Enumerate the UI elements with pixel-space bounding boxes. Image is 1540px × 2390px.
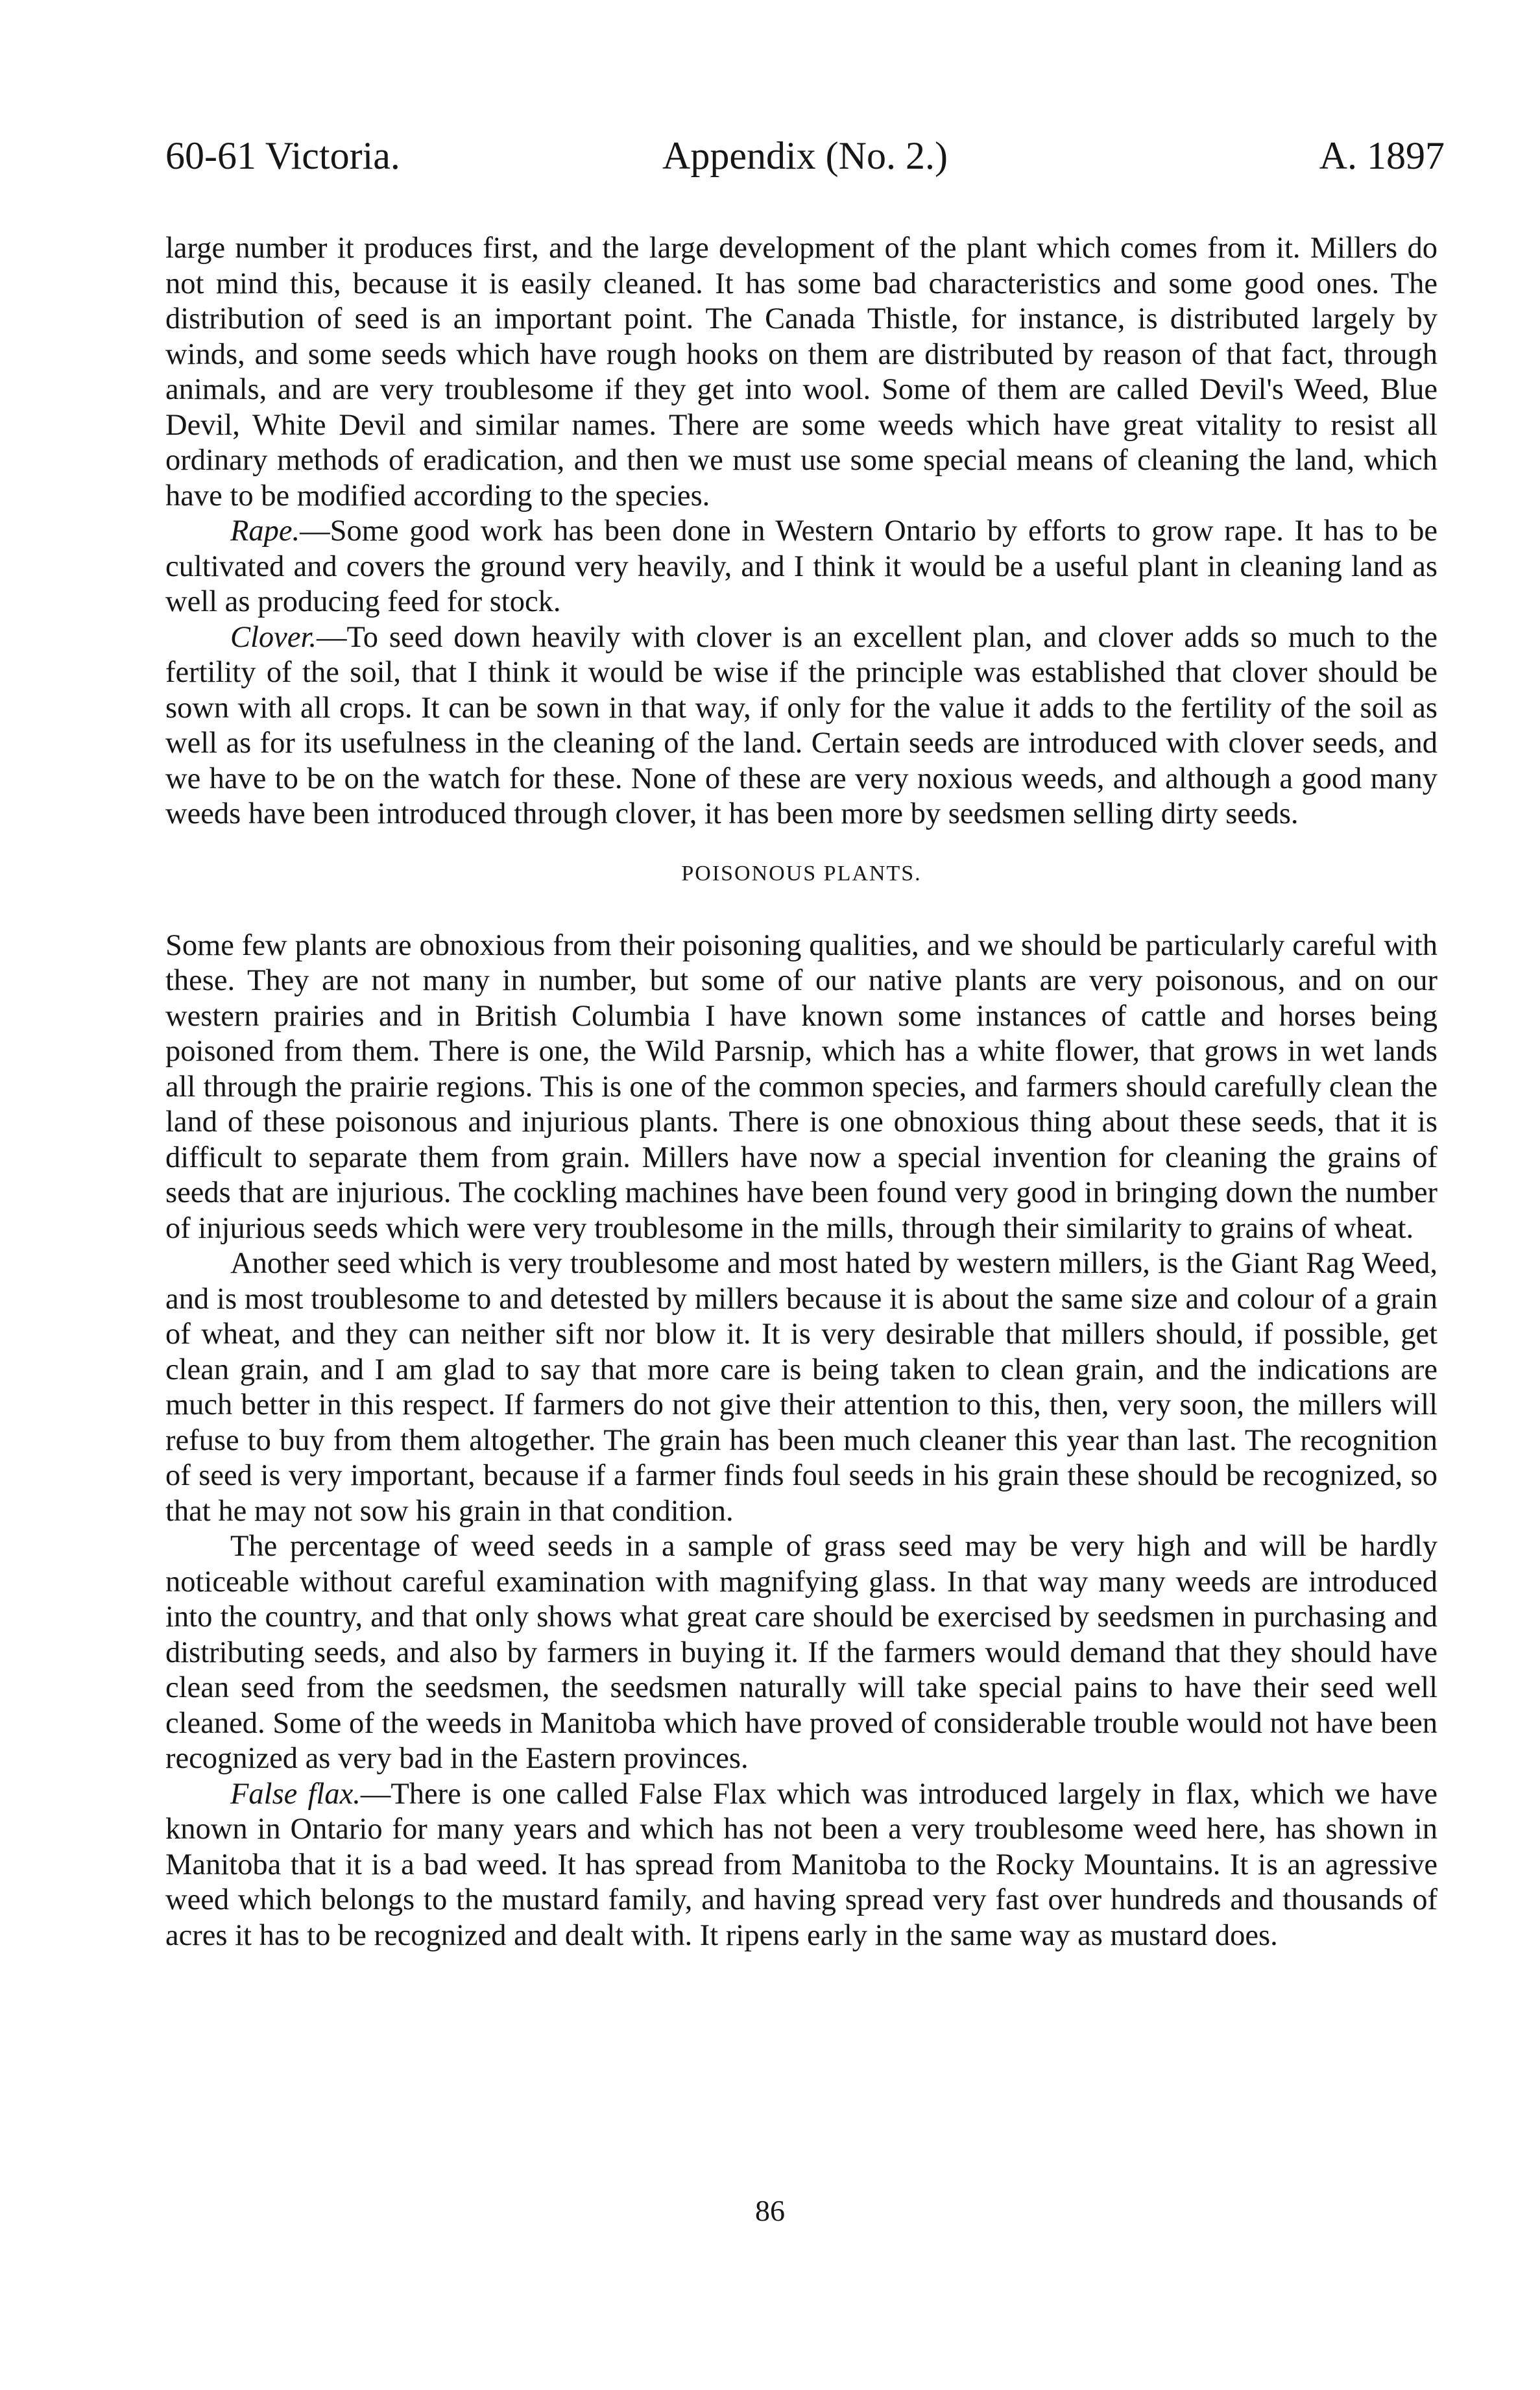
paragraph — [165, 620, 1438, 832]
paragraph — [165, 1246, 1438, 1529]
paragraph-text: Another seed which is very troublesome and most hated by western millers, is the Giant Rag Weed, and is most troublesome to and detested by millers because it is about the same size and colour of a grain of wheat, and they can neither sift nor blow it. It is very desirable that millers should, if possible, get clean grain, and I am glad to say that more care is being taken to clean grain, and the indications are much better in this respect. If farmers do not give their attention to this, then, very soon, the millers will refuse to buy from them altogether. The grain has been much cleaner this year than last. The recognition of seed is very important, because if a farmer finds foul seeds in his grain these should be recognized, so that he may not sow his grain in that condition. — [165, 1247, 1438, 1528]
paragraph — [165, 1777, 1438, 1954]
page-header — [165, 130, 1445, 182]
paragraph — [165, 231, 1438, 514]
header-year: A. 1897 — [1319, 134, 1445, 177]
paragraph — [165, 928, 1438, 1247]
paragraph-text: The percentage of weed seeds in a sample of grass seed may be very high and will be hardly noticeable without careful examination with magnifying glass. In that way many weeds are introduced into the country, and that only shows what great care should be exercised by seedsmen in purchasing and distributing seeds, and also by farmers in buying it. If the farmers would demand that they should have clean seed from the seedsmen, the seedsmen naturally will take special pains to have their seed well cleaned. Some of the weeds in Manitoba which have proved of considerable trouble would not have been recognized as very bad in the Eastern provinces. — [165, 1530, 1438, 1775]
header-session: 60-61 Victoria. — [165, 134, 400, 177]
body-text — [165, 231, 1438, 1953]
page-number: 86 — [755, 2194, 785, 2227]
paragraph — [165, 1529, 1438, 1777]
paragraph-lead: Clover. — [230, 620, 317, 654]
paragraph — [165, 514, 1438, 620]
header-appendix: Appendix (No. 2.) — [662, 134, 948, 177]
paragraph-text: Some few plants are obnoxious from their poisoning qualities, and we should be particularly careful with these. They are not many in number, but some of our native plants are very poisonous, and on our western prairies and in British Columbia I have known some instances of cattle and horses being poisoned from them. There is one, the Wild Parsnip, which has a white flower, that grows in wet lands all through the prairie regions. This is one of the common species, and farmers should carefully clean the land of these poisonous and injurious plants. There is one obnoxious thing about these seeds, that it is difficult to separate them from grain. Millers have now a special invention for cleaning the grains of seeds that are injurious. The cockling machines have been found very good in bringing down the number of injurious seeds which were very troublesome in the mills, through their similarity to grains of wheat. — [165, 928, 1438, 1245]
paragraph-text: —To seed down heavily with clover is an excellent plan, and clover adds so much to the fertility of the soil, that I think it would be wise if the principle was established that clover should be sown with all crops. It can be sown in that way, if only for the value it adds to the fertility of the soil as well as for its usefulness in the cleaning of the land. Certain seeds are introduced with clover seeds, and we have to be on the watch for these. None of these are very noxious weeds, and although a good many weeds have been introduced through clover, it has been more by seedsmen selling dirty seeds. — [165, 620, 1438, 830]
paragraph-text: —Some good work has been done in Western Ontario by efforts to grow rape. It has to be cultivated and covers the ground very heavily, and I think it would be a useful plant in cleaning land as well as producing feed for stock. — [165, 514, 1438, 618]
paragraph-text: —There is one called False Flax which was introduced largely in flax, which we have known in Ontario for many years and which has not been a very troublesome weed here, has shown in Manitoba that it is a bad weed. It has spread from Manitoba to the Rocky Mountains. It is an agressive weed which belongs to the mustard family, and having spread very fast over hundreds and thousands of acres it has to be recognized and dealt with. It ripens early in the same way as mustard does. — [165, 1777, 1438, 1952]
paragraph-text: large number it produces first, and the large development of the plant which comes from it. Millers do not mind this, because it is easily cleaned. It has some bad characteristics and some good ones. The distribution of seed is an important point. The Canada Thistle, for instance, is distributed largely by winds, and some seeds which have rough hooks on them are distributed by reason of that fact, through animals, and are very troublesome if they get into wool. Some of them are called Devil's Weed, Blue Devil, White Devil and similar names. There are some weeds which have great vitality to resist all ordinary methods of eradication, and then we must use some special means of cleaning the land, which have to be modified according to the species. — [165, 232, 1438, 513]
paragraph-lead: False flax. — [230, 1777, 361, 1811]
section-heading: POISONOUS PLANTS. — [681, 861, 922, 886]
paragraph-lead: Rape. — [230, 514, 300, 548]
